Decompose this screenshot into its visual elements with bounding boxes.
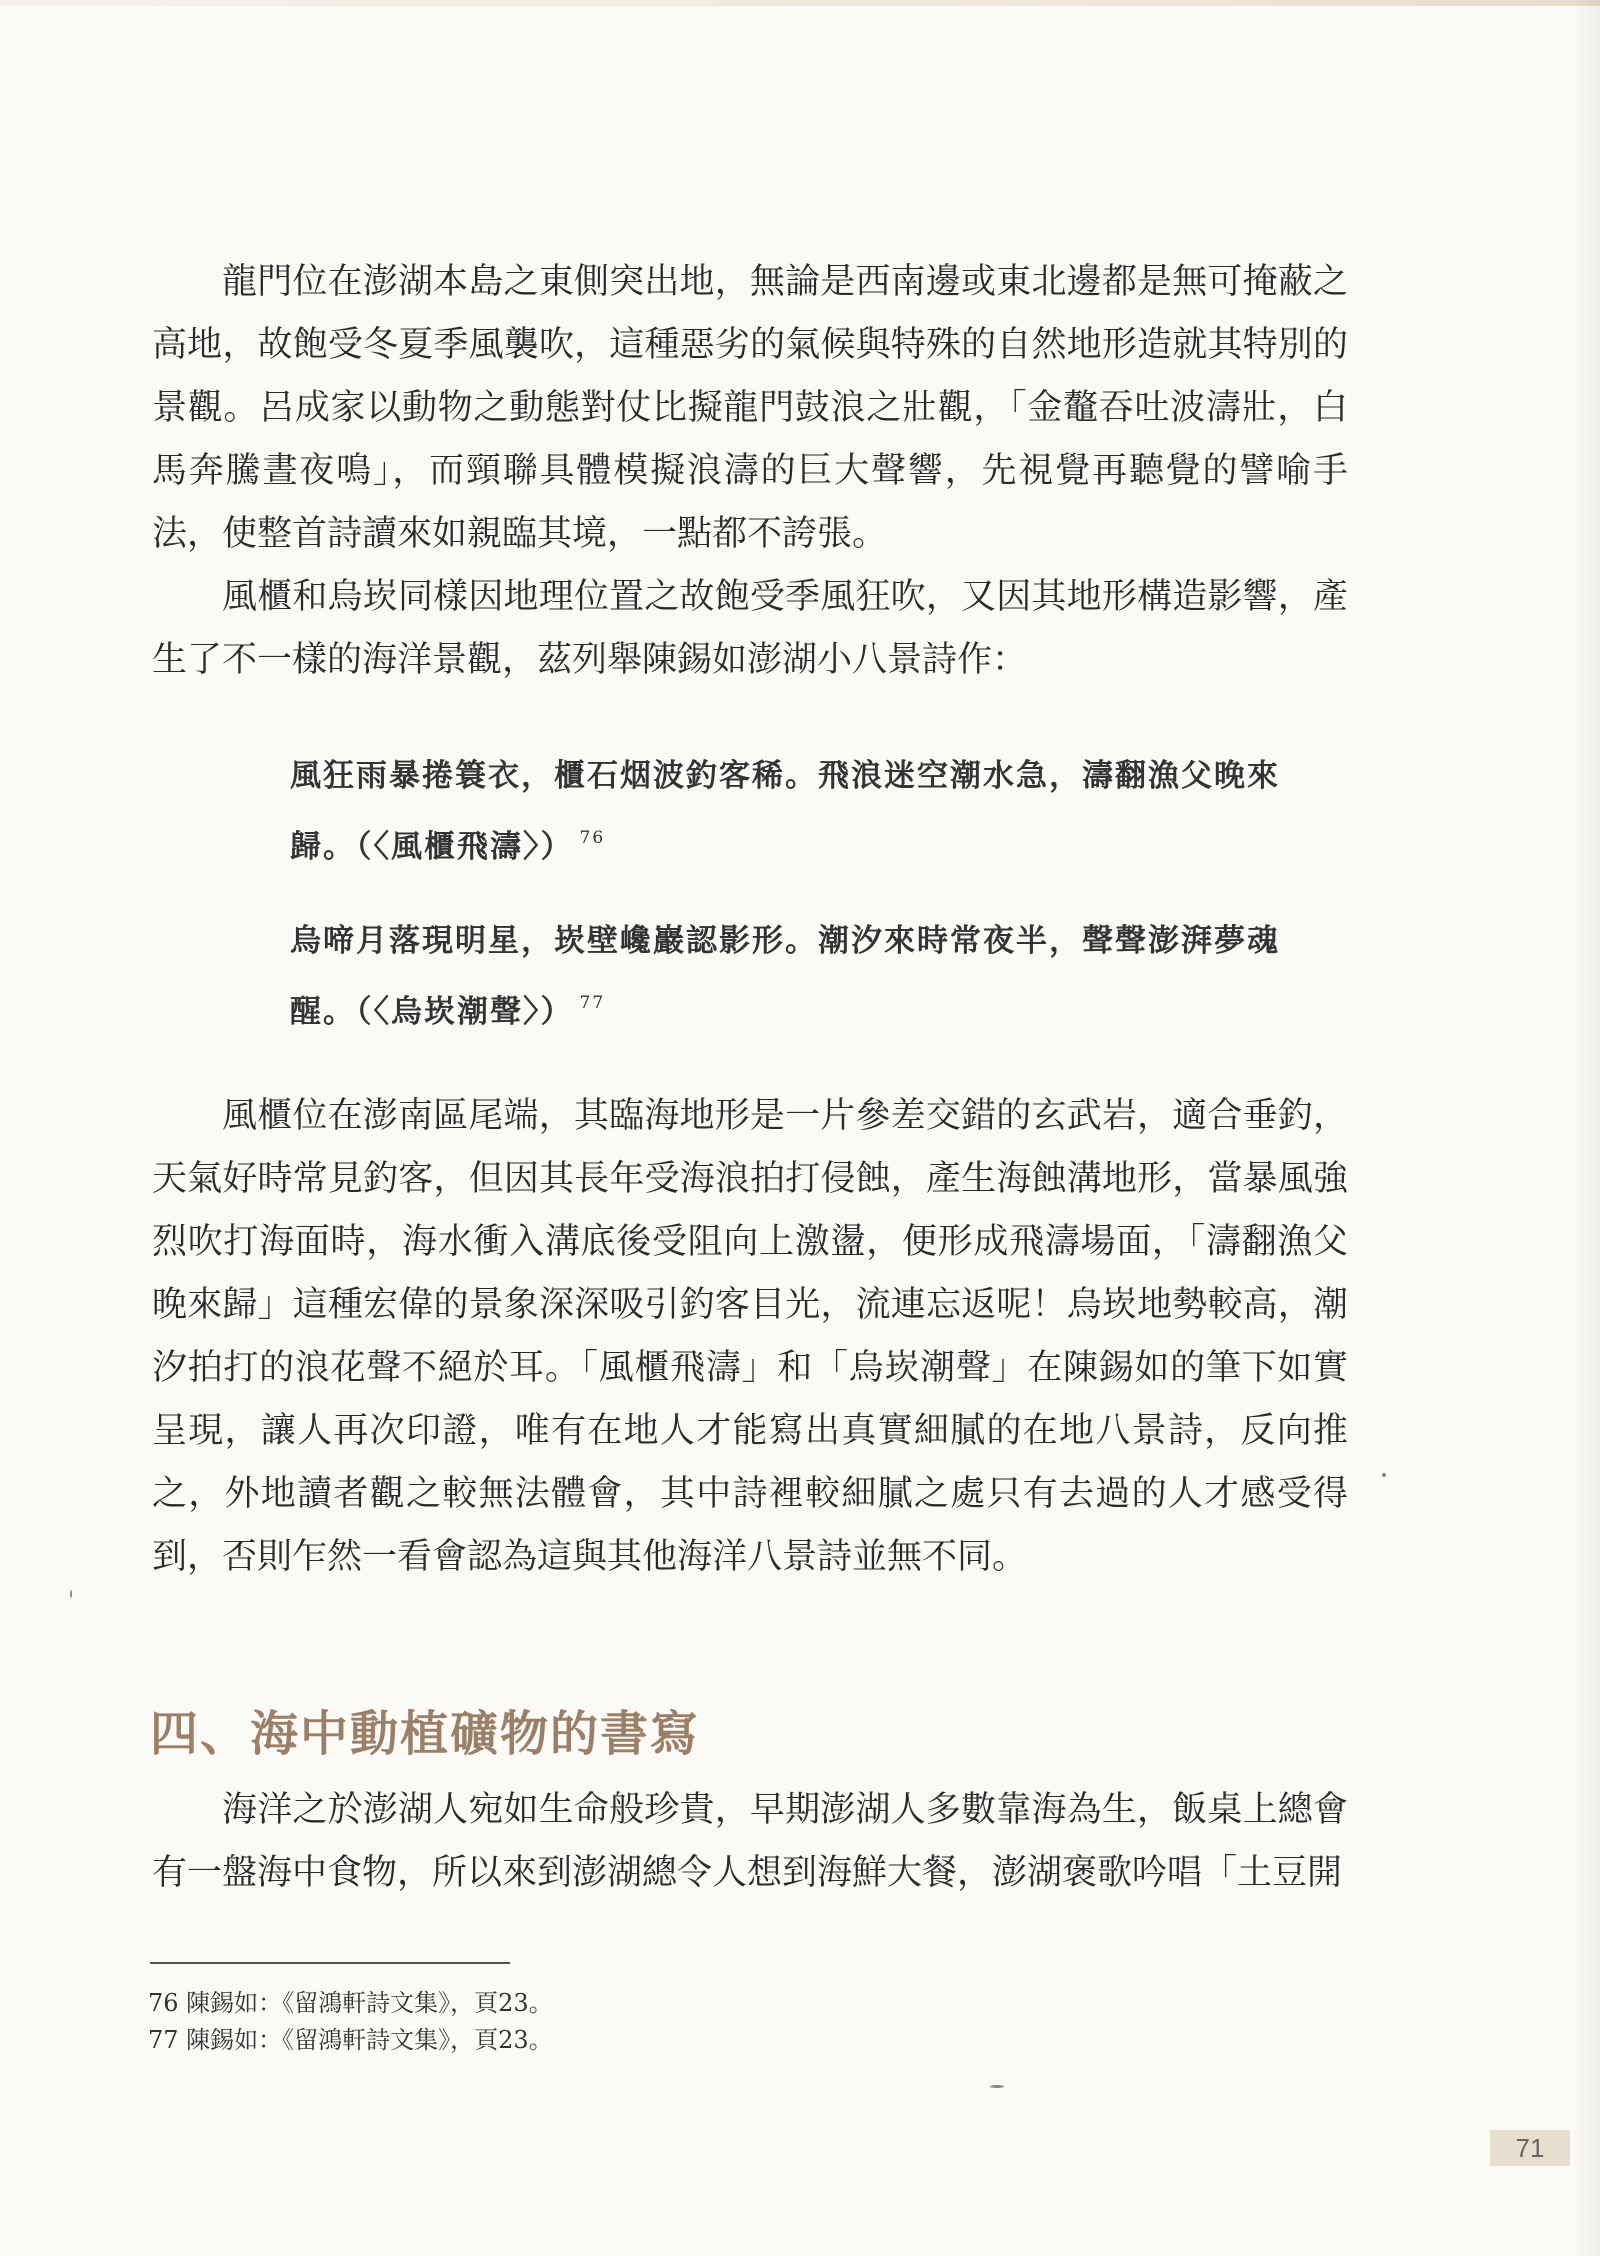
scan-speck [1382, 1473, 1386, 1477]
footnote-divider [150, 1962, 510, 1964]
scan-speck [990, 2085, 1004, 2088]
poem-quote-wukan [290, 910, 1338, 1043]
paragraph-fenggui-analysis: 風櫃位在澎南區尾端，其臨海地形是一片參差交錯的玄武岩，適合垂釣，天氣好時常見釣客，但因其長年受海浪拍打侵蝕，產生海蝕溝地形，當暴風強烈吹打海面時，海水衝入溝底後受阻向上激盪，便形成飛濤場面，「濤翻漁父晚來歸」這種宏偉的景象深深吸引釣客目光，流連忘返呢！烏崁地勢較高，潮汐拍打的浪花聲不絕於耳。「風櫃飛濤」和「烏崁潮聲」在陳錫如的筆下如實呈現，讓人再次印證，唯有在地人才能寫出真實細膩的在地八景詩，反向推之，外地讀者觀之較無法體會，其中詩裡較細膩之處只有去過的人才感受得到，否則乍然一看會認為這與其他海洋八景詩並無不同。 [152, 1096, 1348, 1577]
footnote-76: 76 陳錫如：《留鴻軒詩文集》，頁23。 [148, 1989, 553, 2017]
paragraph-marine-life: 海洋之於澎湖人宛如生命般珍貴，早期澎湖人多數靠海為生，飯桌上總會有一盤海中食物，所以來到澎湖總令人想到海鮮大餐，澎湖褒歌吟唱「土豆開 [152, 1790, 1348, 1893]
footnote-reference[interactable]: 76 [579, 828, 606, 848]
poem-quote-fenggui [290, 745, 1338, 878]
paragraph-longmen: 龍門位在澎湖本島之東側突出地，無論是西南邊或東北邊都是無可掩蔽之高地，故飽受冬夏季風襲吹，這種惡劣的氣候與特殊的自然地形造就其特別的景觀。呂成家以動物之動態對仗比擬龍門鼓浪之壯觀，「金鼇吞吐波濤壯，白馬奔騰晝夜鳴」，而頸聯具體模擬浪濤的巨大聲響，先視覺再聽覺的譬喻手法，使整首詩讀來如親臨其境，一點都不誇張。 [152, 262, 1348, 554]
scan-speck [70, 1590, 72, 1598]
poem-quote-text: 烏啼月落現明星，崁壁巉巖認影形。潮汐來時常夜半，聲聲澎湃夢魂醒。（〈烏崁潮聲〉） [290, 923, 1280, 1030]
page-number: 71 [1490, 2130, 1570, 2166]
section-heading: 四、海中動植礦物的書寫 [150, 1706, 701, 1762]
footnote-77: 77 陳錫如：《留鴻軒詩文集》，頁23。 [148, 2026, 553, 2054]
poem-quote-text: 風狂雨暴捲簑衣，櫃石烟波釣客稀。飛浪迷空潮水急，濤翻漁父晚來歸。（〈風櫃飛濤〉） [290, 758, 1280, 865]
page-top-edge [0, 0, 1600, 6]
page-right-shadow [1572, 0, 1600, 2256]
paragraph-fenggui-wukan-intro: 風櫃和烏崁同樣因地理位置之故飽受季風狂吹，又因其地形構造影響，產生了不一樣的海洋景觀，茲列舉陳錫如澎湖小八景詩作： [152, 577, 1348, 680]
footnote-reference[interactable]: 77 [579, 993, 606, 1013]
